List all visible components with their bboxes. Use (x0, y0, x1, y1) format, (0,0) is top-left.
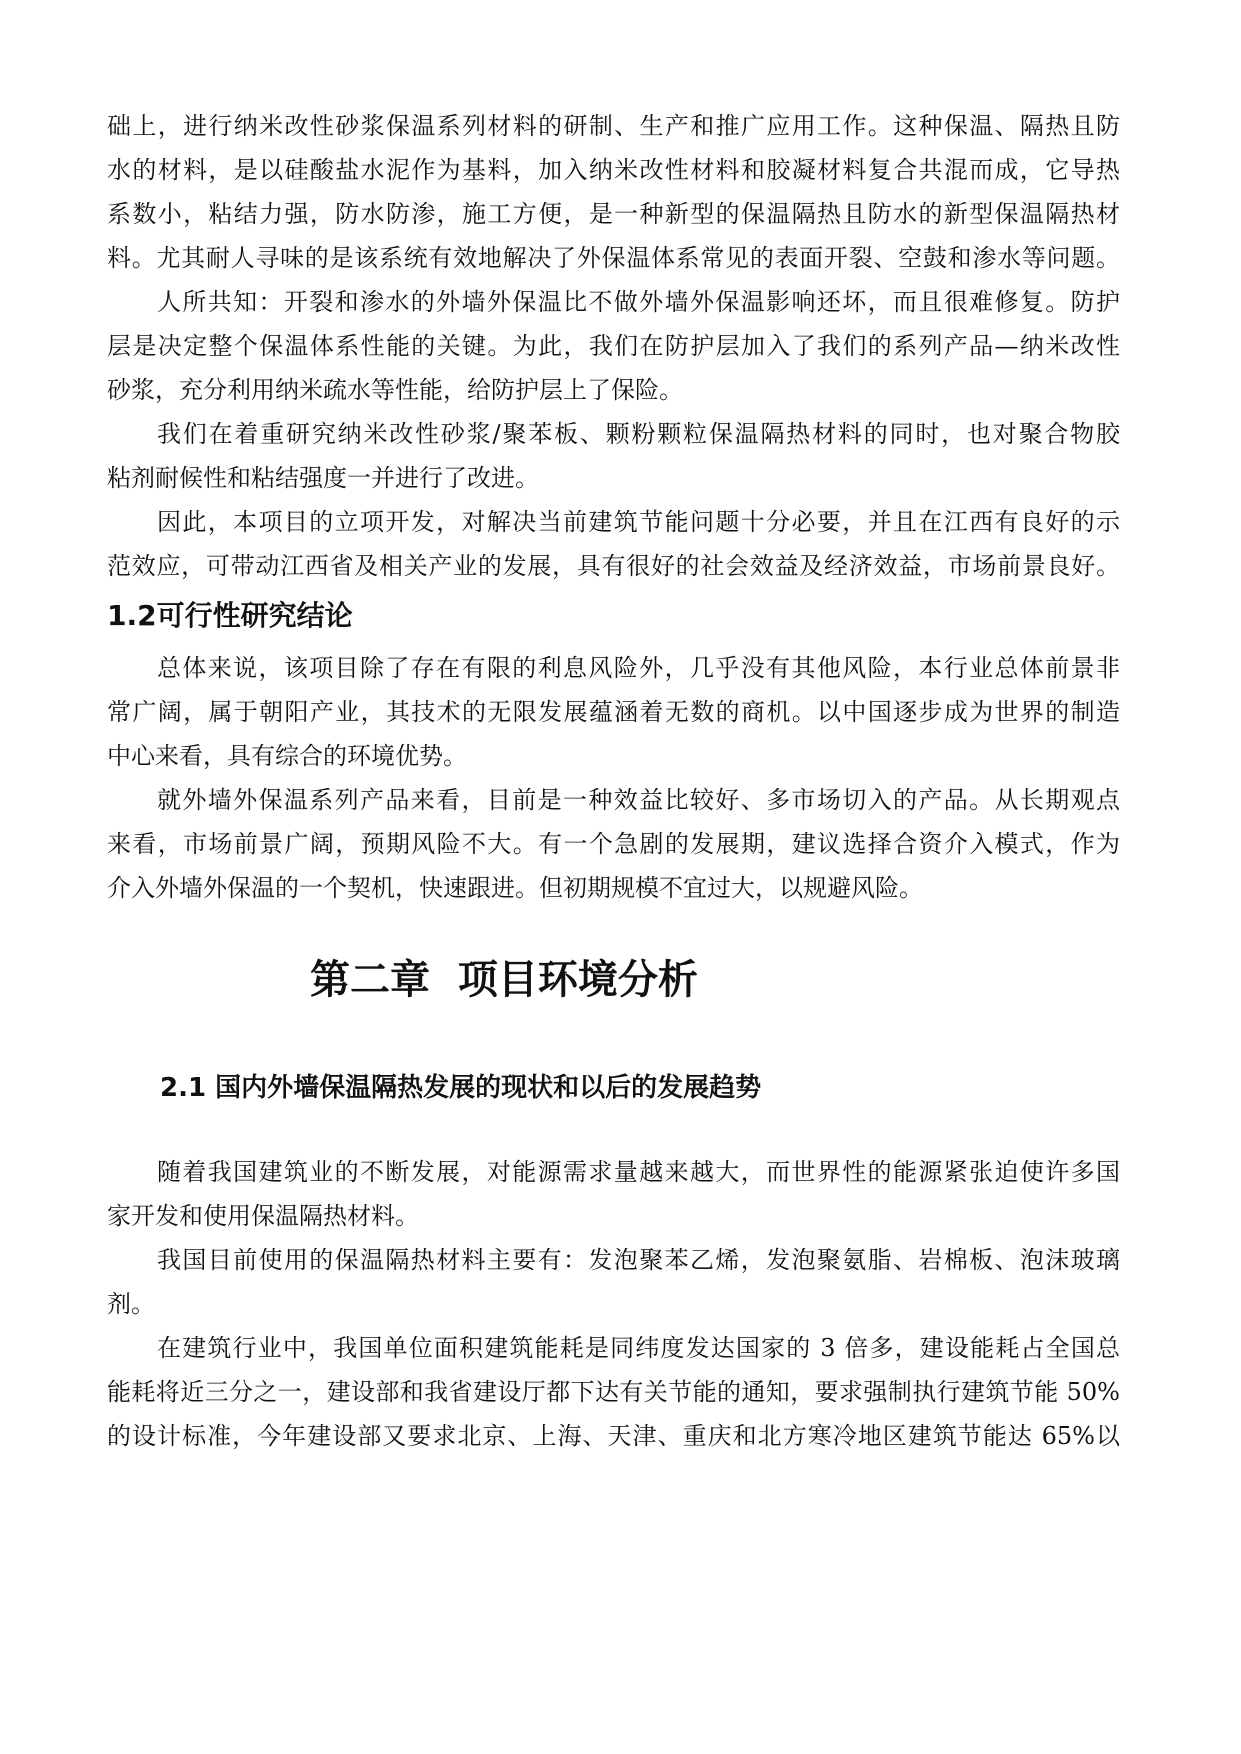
paragraph (107, 412, 1120, 500)
paragraph (107, 778, 1120, 910)
paragraph (107, 646, 1120, 778)
section-heading: 1.2可行性研究结论 (107, 599, 353, 632)
section-heading: 2.1 国内外墙保温隔热发展的现状和以后的发展趋势 (160, 1073, 762, 1103)
paragraph-line: 剂。 (107, 1290, 155, 1318)
paragraph-line: 人所共知：开裂和渗水的外墙外保温比不做外墙外保温影响还坏，而且很难修复。防护 (157, 288, 1120, 316)
paragraph (107, 1238, 1120, 1326)
paragraph (107, 500, 1120, 588)
paragraph-line: 来看，市场前景广阔，预期风险不大。有一个急剧的发展期，建议选择合资介入模式，作为 (107, 830, 1120, 858)
paragraph-line: 粘剂耐候性和粘结强度一并进行了改进。 (107, 464, 539, 492)
paragraph-line: 水的材料，是以硅酸盐水泥作为基料，加入纳米改性材料和胶凝材料复合共混而成，它导热 (107, 156, 1120, 184)
paragraph-line: 中心来看，具有综合的环境优势。 (107, 742, 467, 770)
paragraph-line: 的设计标准，今年建设部又要求北京、上海、天津、重庆和北方寒冷地区建筑节能达 65%以 (107, 1422, 1120, 1450)
paragraph (107, 1150, 1120, 1238)
paragraph-line: 层是决定整个保温体系性能的关键。为此，我们在防护层加入了我们的系列产品—纳米改性 (107, 332, 1120, 360)
paragraph-line: 因此，本项目的立项开发，对解决当前建筑节能问题十分必要，并且在江西有良好的示 (157, 508, 1120, 536)
paragraph-line: 系数小，粘结力强，防水防渗，施工方便，是一种新型的保温隔热且防水的新型保温隔热材 (107, 200, 1120, 228)
paragraph-line: 介入外墙外保温的一个契机，快速跟进。但初期规模不宜过大，以规避风险。 (107, 874, 923, 902)
paragraph-line: 料。尤其耐人寻味的是该系统有效地解决了外保温体系常见的表面开裂、空鼓和渗水等问题。 (107, 244, 1120, 272)
paragraph-line: 家开发和使用保温隔热材料。 (107, 1202, 419, 1230)
paragraph-line: 在建筑行业中，我国单位面积建筑能耗是同纬度发达国家的 3 倍多，建设能耗占全国总 (157, 1334, 1120, 1362)
paragraph-line: 随着我国建筑业的不断发展，对能源需求量越来越大，而世界性的能源紧张迫使许多国 (157, 1158, 1120, 1186)
paragraph-line: 范效应，可带动江西省及相关产业的发展，具有很好的社会效益及经济效益，市场前景良好。 (107, 552, 1120, 580)
paragraph (107, 1326, 1120, 1458)
paragraph (107, 280, 1120, 412)
paragraph-line: 常广阔，属于朝阳产业，其技术的无限发展蕴涵着无数的商机。以中国逐步成为世界的制造 (107, 698, 1120, 726)
paragraph-line: 砂浆，充分利用纳米疏水等性能，给防护层上了保险。 (107, 376, 683, 404)
paragraph-line: 总体来说，该项目除了存在有限的利息风险外，几乎没有其他风险，本行业总体前景非 (157, 654, 1120, 682)
paragraph (107, 104, 1120, 280)
paragraph-line: 础上，进行纳米改性砂浆保温系列材料的研制、生产和推广应用工作。这种保温、隔热且防 (107, 112, 1120, 140)
chapter-title: 第二章 项目环境分析 (310, 957, 698, 1003)
paragraph-line: 我们在着重研究纳米改性砂浆/聚苯板、颗粉颗粒保温隔热材料的同时，也对聚合物胶 (157, 420, 1120, 448)
paragraph-line: 就外墙外保温系列产品来看，目前是一种效益比较好、多市场切入的产品。从长期观点 (157, 786, 1120, 814)
paragraph-line: 我国目前使用的保温隔热材料主要有：发泡聚苯乙烯，发泡聚氨脂、岩棉板、泡沫玻璃 (157, 1246, 1120, 1274)
paragraph-line: 能耗将近三分之一，建设部和我省建设厅都下达有关节能的通知，要求强制执行建筑节能 50% (107, 1378, 1120, 1406)
document-body (107, 104, 1120, 1458)
